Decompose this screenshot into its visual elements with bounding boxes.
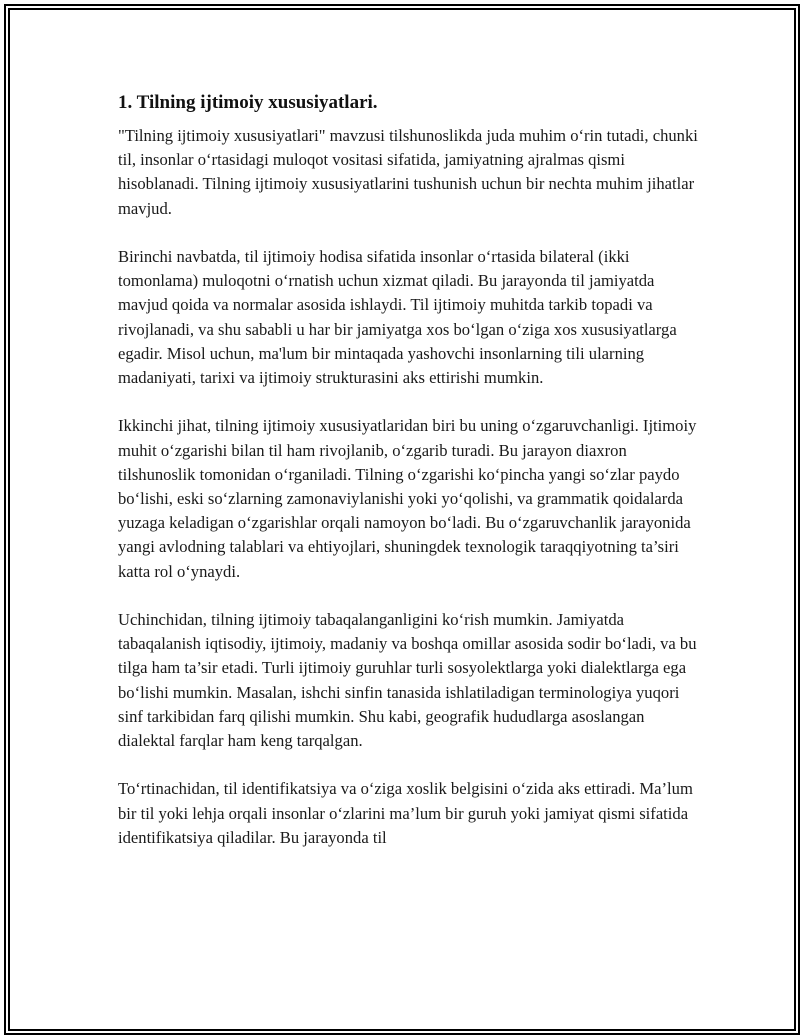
paragraph-third-point: Uchinchidan, tilning ijtimoiy tabaqalanganligini ko‘rish mumkin. Jamiyatda tabaqalanish iqtisodiy, ijtimoiy, madaniy va boshqa omillar asosida sodir bo‘ladi, va bu tilga ham ta’sir etadi. Turli ijtimoiy guruhlar turli sosyolektlarga yoki dialektlarga ega bo‘lishi mumkin. Masalan, ishchi sinfin tanasida ishlatiladigan terminologiya yuqori sinf tarkibidan farq qilishi mumkin. Shu kabi, geografik hududlarga asoslangan dialektal farqlar ham keng tarqalgan.: [118, 610, 697, 751]
document-body: [118, 90, 698, 850]
paragraph-fourth-point: To‘rtinachidan, til identifikatsiya va o‘ziga xoslik belgisini o‘zida aks ettiradi. Ma’lum bir til yoki lehja orqali insonlar o‘zlarini ma’lum bir guruh yoki jamiyat qismi sifatida identifikatsiya qiladilar. Bu jarayonda til: [118, 779, 693, 847]
paragraph-first-point: Birinchi navbatda, til ijtimoiy hodisa sifatida insonlar o‘rtasida bilateral (ikki tomonlama) muloqotni o‘rnatish uchun xizmat qiladi. Bu jarayonda til jamiyatda mavjud qoida va normalar asosida ishlaydi. Til ijtimoiy muhitda tarkib topadi va rivojlanadi, va shu sababli u har bir jamiyatga xos bo‘lgan o‘ziga xos xususiyatlarga egadir. Misol uchun, ma'lum bir mintaqada yashovchi insonlarning tili ularning madaniyati, tarixi va ijtimoiy strukturasini aks ettirishi mumkin.: [118, 247, 677, 388]
paragraph-intro: "Tilning ijtimoiy xususiyatlari" mavzusi tilshunoslikda juda muhim o‘rin tutadi, chunki til, insonlar o‘rtasidagi muloqot vositasi sifatida, jamiyatning ajralmas qismi hisoblanadi. Tilning ijtimoiy xususiyatlarini tushunish uchun bir nechta muhim jihatlar mavjud.: [118, 126, 698, 218]
section-heading: 1. Tilning ijtimoiy xususiyatlari.: [118, 92, 378, 113]
paragraph-second-point: Ikkinchi jihat, tilning ijtimoiy xususiyatlaridan biri bu uning o‘zgaruvchanligi. Ijtimoiy muhit o‘zgarishi bilan til ham rivojlanib, o‘zgarib turadi. Bu jarayon diaxron tilshunoslik tomonidan o‘rganiladi. Tilning o‘zgarishi ko‘pincha yangi so‘zlar paydo bo‘lishi, eski so‘zlarning zamonaviylanishi yoki yo‘qolishi, va grammatik qoidalarda yuzaga keladigan o‘zgarishlar orqali namoyon bo‘ladi. Bu o‘zgaruvchanlik jarayonida yangi avlodning talablari va ehtiyojlari, shuningdek texnologik taraqqiyotning ta’siri katta rol o‘ynaydi.: [118, 416, 697, 581]
